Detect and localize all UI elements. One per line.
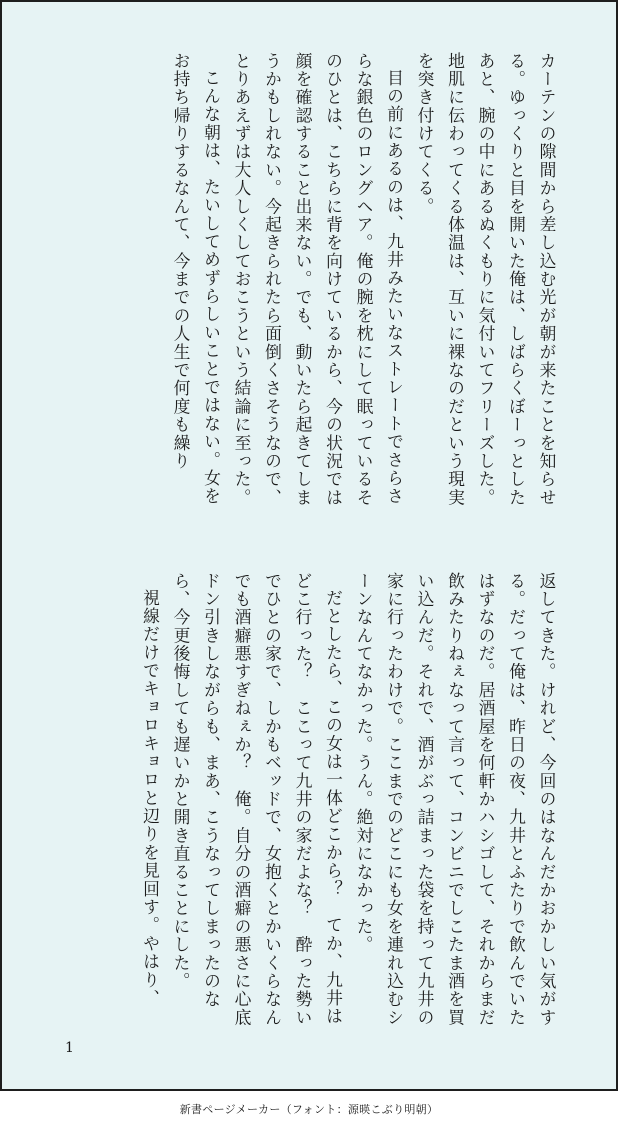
text-block-bottom [46,572,562,1032]
paragraph: だとしたら、この女は一体どこから？ てか、九井はどこ行った？ ここって九井の家だよな？ 酔った勢いでひとの家で、しかもベッドで、女抱くとかいくらなんでも酒癖悪すぎねぇか？ 俺。自分の酒癖の悪さに心底ドン引きしながらも、まあ、こうなってしまったのなら、今更後悔しても遅いかと開き直ることにした。 [171,572,344,1027]
paragraph: 返してきた。けれど、今回のはなんだかおかしい気がする。だって俺は、昨日の夜、九井とふたりで飲んでいたはずなのだ。居酒屋を何軒かハシゴして、それからまだ飲みたりねぇなって言って、コンビニでしこたま酒を買い込んだ。それで、酒がぶっ詰まった袋を持って九井の家に行ったわけで。ここまでのどこにも女を連れ込むシーンなんてなかった。うん。絶対になかった。 [354,572,557,1027]
paragraph: 目の前にあるのは、九井みたいなストレートでさらさらな銀色のロングヘア。俺の腕を枕にして眠っているそのひとは、こちらに背を向けているから、今の状況では顔を確認すること出来ない。でも、動いたら起きてしまうかもしれない。今起きられたら面倒くさそうなので、とりあえずは大人しくしておこうという結論に至った。 [232,52,405,507]
paragraph: こんな朝は、たいしてめずらしいことではない。女をお持ち帰りするなんて、今までの人生で何度も繰り [171,52,222,506]
paragraph: 視線だけでキョロキョロと辺りを見回す。やはり、 [140,588,161,1008]
text-block-top [46,52,562,532]
footer-credit: 新書ページメーカー（フォント：源暎こぶり明朝） [179,1103,439,1116]
page-number: 1 [65,1040,74,1056]
paragraph: カーテンの隙間から差し込む光が朝が来たことを知らせる。ゆっくりと目を開いた俺は、しばらくぼーっとしたあと、腕の中にあるぬくもりに気付いてフリーズした。地肌に伝わってくる体温は、互いに裸なのだという現実を突き付けてくる。 [415,52,557,507]
